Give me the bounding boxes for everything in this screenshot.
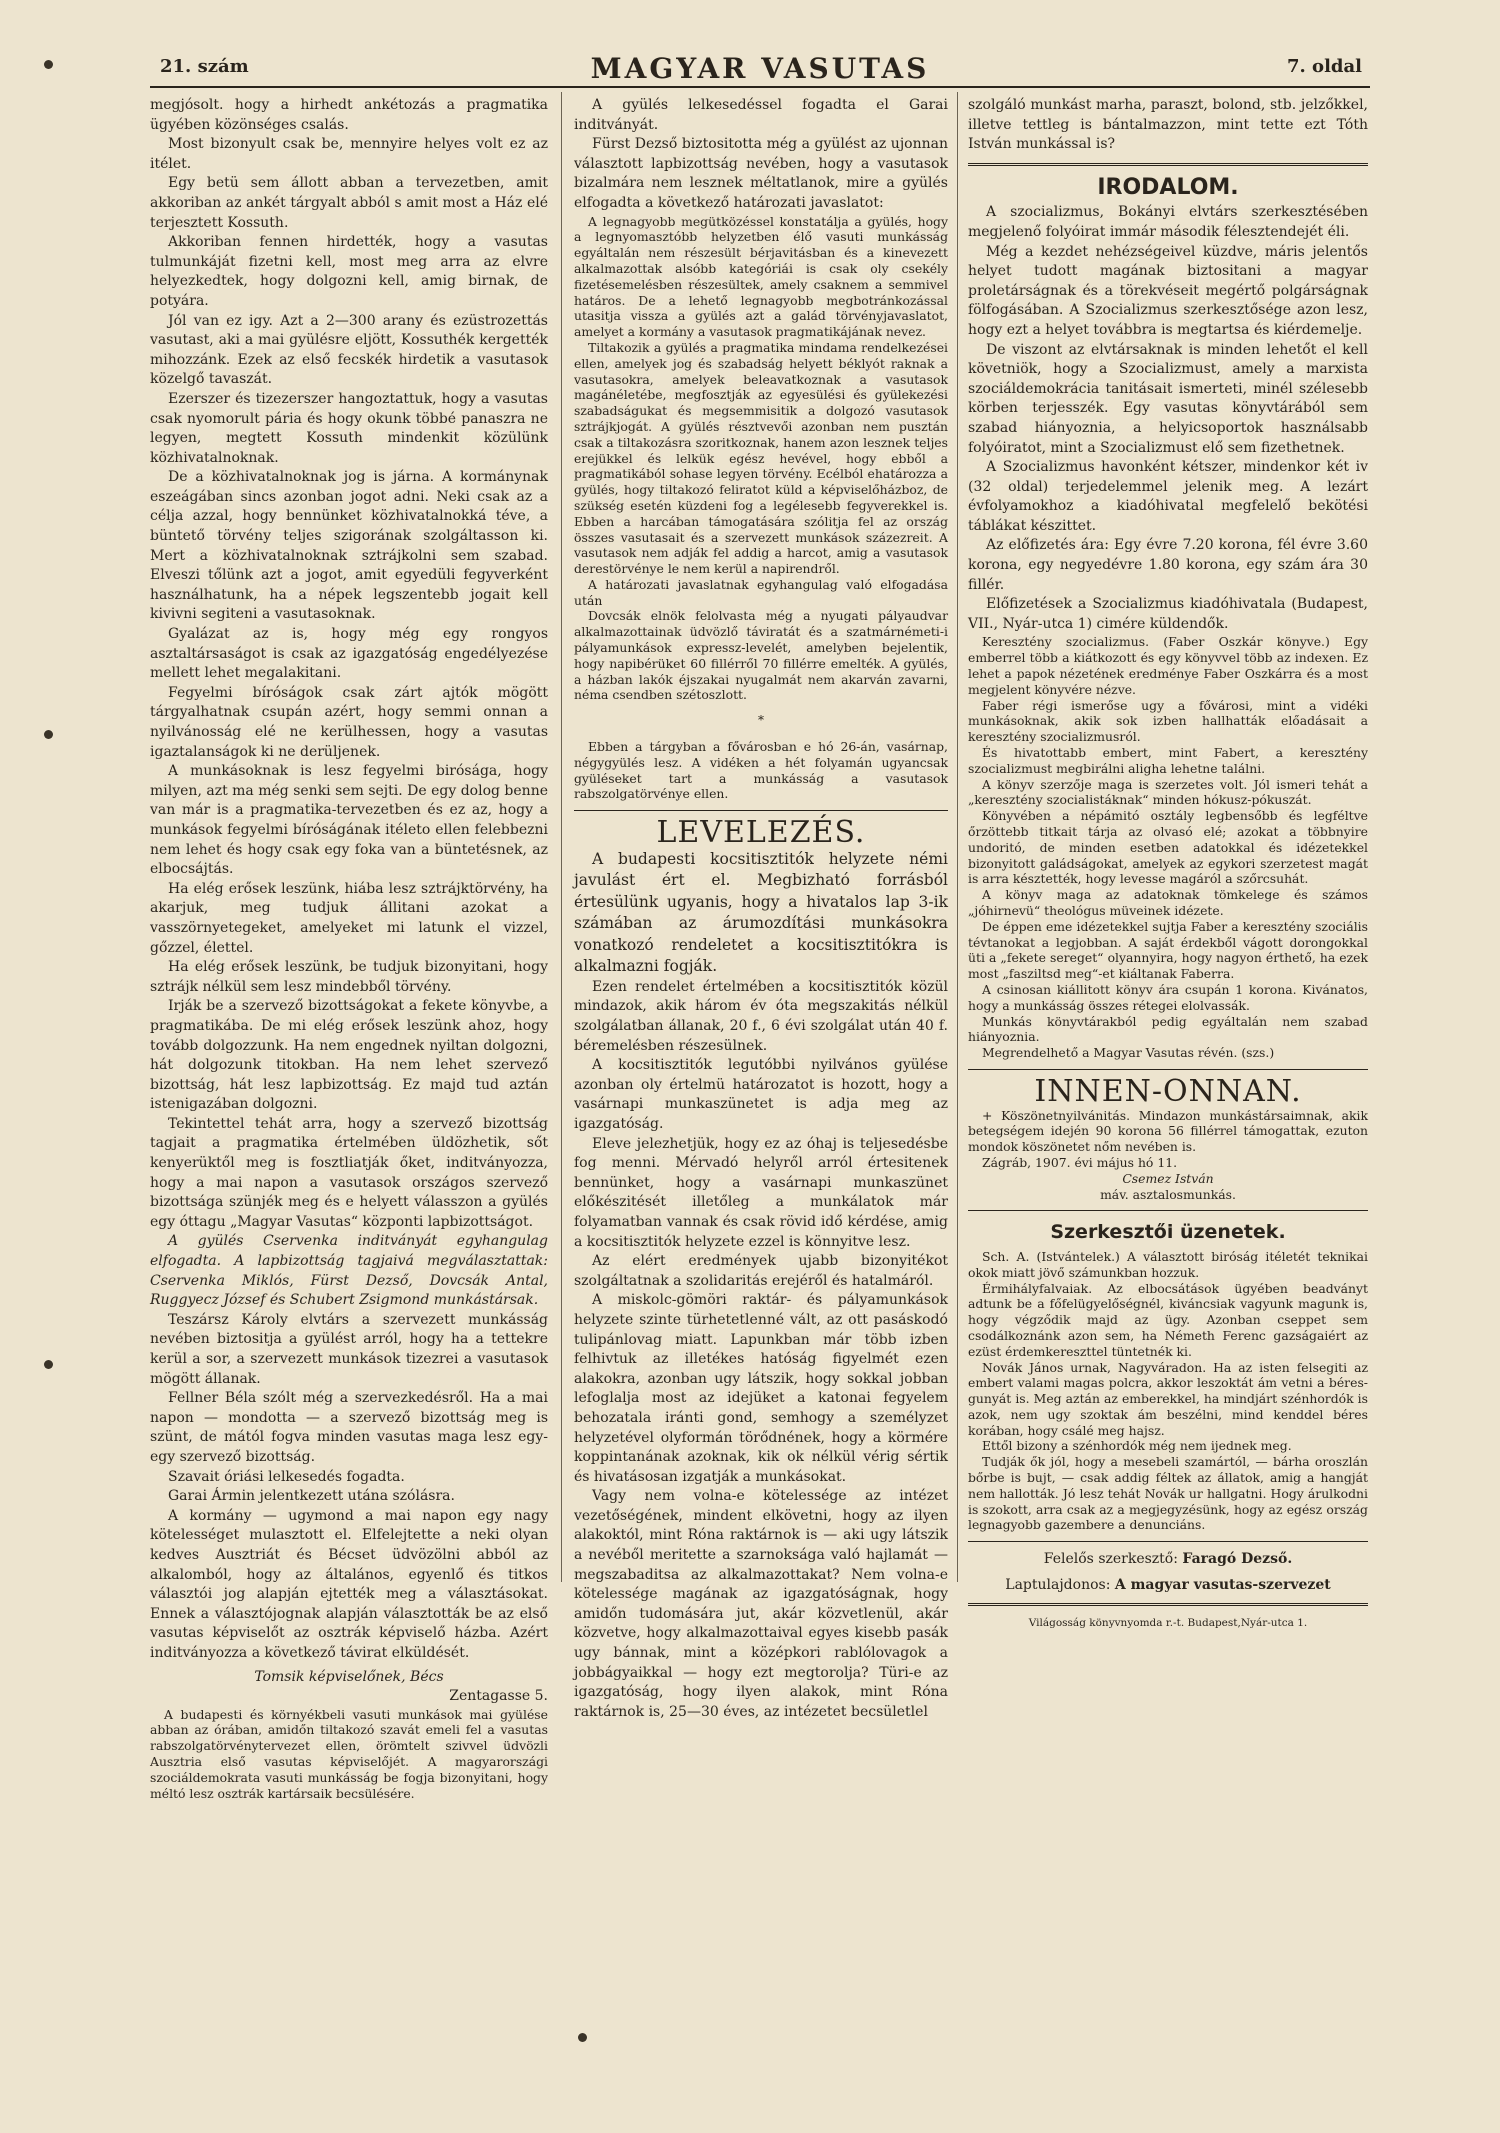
- paragraph: Az előfizetés ára: Egy évre 7.20 korona, fél évre 3.60 korona, egy negyedévre 1.80 korona, egy szám ára 30 fillér.: [968, 537, 1368, 593]
- paragraph: Vagy nem volna-e kötelessége az intézet vezetőségének, mindent elkövetni, hogy az ilyen alakoktól, mint Róna raktárnok is — aki ugy látszik a nevéből meritette a szarnoksága való hajlamát — megszabaditsa az alkalmazottakat? Nem volna-e kötelessége magának az igazgatóságnak, hogy amidőn tudomására jut, akár közvetlenül, akár közvetve, hogy alkalmazottaival egyes kisebb pasák ugy bánnak, mint a középkori rablólovagok a jobbágyaikkal — hogy ezt megtorolja? Türi-e az igazgatóság, hogy ilyen alakok, mint Róna raktárnok is, 25—30 éves, az intézetet becsületlel: [574, 1488, 948, 1720]
- paragraph: Ebben a tárgyban a fővárosban e hó 26-án, vasárnap, négygyülés lesz. A vidéken a hét folyamán ugyancsak gyüléseket tart a munkásság a vasutasok rabszolgatörvénye ellen.: [574, 739, 948, 802]
- uzenetek-heading: Szerkesztői üzenetek.: [1050, 1221, 1286, 1244]
- paragraph: Teszársz Károly elvtárs a szervezett munkásság nevében biztositja a gyülést arról, hogy ha a tettekre kerül a sor, a szervezett munkások tizezrei a vasutasok mögött állanak.: [150, 1311, 548, 1387]
- paragraph: Fegyelmi bíróságok csak zárt ajtók mögött tárgyalhatnak csupán azért, hogy semmi onnan a nyilvánosság elé ne kerülhessen, hogy a vasutas igaztalanságok ki ne derüljenek.: [150, 684, 548, 760]
- page-number: 7. oldal: [1287, 56, 1362, 77]
- review-paragraph: A könyv szerzője maga is szerzetes volt. Jól ismeri tehát a „keresztény szocialistáknak“ minden hókusz-pókuszát.: [968, 776, 1368, 808]
- paragraph: Az elért eredmények ujabb bizonyitékot szolgáltatnak a szolidaritás erejéről és hatalmáról.: [574, 1253, 948, 1289]
- review-paragraph: De éppen eme idézetekkel sujtja Faber a keresztény szociális tévtanokat a legjobban. A saját érdekből vágott dorongokkal üti a „fekete sereget“ olyannyira, hogy nagyon érthető, ha ezek most „fasziltsd meg“-et kiáltanak Faberra.: [968, 918, 1368, 982]
- resolution-paragraph: A legnagyobb megütközéssel konstatálja a gyülés, hogy a legnyomasztóbb helyzetben élő vasuti munkásság egyáltalán nem részesült bérjavitásban és a kinevezett alkalmazottak alsóbb kategóriái is csak oly csekély fizetésemelésben részesültek, amely csaknem a semmivel határos. De a lehető legnagyobb megbotránkozással utasitja vissza a gyülés azt a galád törvényjavaslatot, amelyet a kormány a vasutasok pragmatikájának nevez.: [574, 213, 948, 340]
- notice-text: + Köszönetnyilvánitás. Mindazon munkástársaimnak, akik betegségem idején 90 korona 56 fillérrel támogattak, ezuton mondok köszönetet nőm nevében is.: [968, 1107, 1368, 1155]
- column-1: [150, 96, 548, 1801]
- column-divider: [561, 92, 562, 1582]
- margin-mark: [578, 2033, 587, 2042]
- margin-mark: [44, 60, 53, 69]
- review-paragraph: Faber régi ismerőse ugy a fővárosi, mint a vidéki munkásoknak, akik sok izben hallhatták előadásait a keresztény szocializmusról.: [968, 697, 1368, 745]
- review-paragraph: Megrendelhető a Magyar Vasutas révén. (szs.): [982, 1045, 1275, 1061]
- review-paragraph: Könyvében a népámitó osztály legbensőbb és legféltve őrzöttebb titkait tárja az olvasó elé; azokat a többnyire undoritó, de minden esetben adatokkal és idézetekkel bizonyitott galádságokat, amelyek az egykori szerzetest magát is arra késztették, hogy levesse magáról a szőrcsuhát.: [968, 808, 1368, 887]
- review-paragraph: És hivatottabb embert, mint Fabert, a keresztény szocializmust megbirálni aligha lehetne találni.: [968, 745, 1368, 776]
- notice-signature: Csemez István: [1122, 1170, 1214, 1186]
- paragraph: A kormány — ugymond a mai napon egy nagy kötelességet mulasztott el. Elfelejtette a neki olyan kedves Ausztriát és Bécset üdvözölni abból az alkalomból, hogy az általános, egyenlő és titkos választói jog alapján ejtették meg a választásokat. Ennek a választójognak alapján választották be az első vasutas képviselőt az osztrák képviselő házba. Azért inditványozza a következő távirat elküldését.: [150, 1507, 548, 1661]
- paragraph: Előfizetések a Szocializmus kiadóhivatala (Budapest, VII., Nyár-utca 1) cimére küldendők.: [968, 596, 1368, 632]
- message-item: Érmihályfalvaiak. Az elbocsátások ügyében beadványt adtunk be a főfelügyelőségnél, kiváncsiak vagyunk magunk is, hogy végződik majd az ügy. Azonban cseppet sem csodálkoznánk azon sem, ha Németh Ferenc gazságaiért az ezüst érdemkereszttel tüntetnék ki.: [968, 1280, 1368, 1359]
- paragraph: Szavait óriási lelkesedés fogadta.: [168, 1468, 405, 1485]
- review-paragraph: A csinosan kiállitott könyv ára csupán 1 korona. Kivánatos, hogy a munkásság összes rétegei elolvassák.: [968, 981, 1368, 1013]
- paragraph: De viszont az elvtársaknak is minden lehetőt el kell követniök, hogy a Szocializmust, amely a marxista szociáldemokrácia tanitásait ismerteti, minél szélesebb körben terjesszék. Egy vasutas könyvtárából sem szabad hiányoznia, a helyicsoportok használsabb folyóiratot, mint a Szocializmust elő sem fizethetnek.: [968, 341, 1368, 456]
- margin-mark: [44, 730, 53, 739]
- editor-line: [968, 1550, 1368, 1570]
- paragraph: A kocsitisztitók legutóbbi nyilvános gyülése azonban oly értelmü határozatot is hozott, hogy a vasárnapi munkaszünetet is adja meg az igazgatóság.: [574, 1057, 948, 1132]
- paragraph: Ezerszer és tizezerszer hangoztattuk, hogy a vasutas csak nyomorult pária és hogy okunk többé panaszra ne legyen, megtett Kossuth mindenkit közülünk közhivatalnoknak.: [150, 390, 548, 466]
- section-rule: [574, 810, 948, 811]
- paragraph: Egy betü sem állott abban a tervezetben, amit akkoriban az ankét tárgyalt abból s amit most a Ház elé terjesztett Kossuth.: [150, 175, 548, 231]
- paragraph: Jól van ez igy. Azt a 2—300 arany és ezüstrozettás vasutast, aki a mai gyülésre eljött, Kossuthék kergették mihozzánk. Ezek az első fecskék hirdetik a vasutasok közelgő tavaszát.: [150, 312, 548, 388]
- editor-label: Felelős szerkesztő:: [1043, 1551, 1178, 1568]
- telegram-street: Zentagasse 5.: [449, 1688, 548, 1705]
- message-item: Sch. A. (Istvántelek.) A választott biróság itéletét teknikai okok miatt jövő számunkban hozzuk.: [968, 1248, 1368, 1280]
- paragraph: A gyülés lelkesedéssel fogadta el Garai inditványát.: [574, 97, 948, 133]
- owner-label: Laptulajdonos:: [1005, 1576, 1111, 1593]
- levelezes-heading: LEVELEZÉS.: [656, 815, 866, 851]
- paragraph: Ha elég erősek leszünk, hiába lesz sztrájktörvény, ha akarjuk, meg tudjuk állitani azokat a vasszörnyetegeket, amelyeket mi latunk el vizzel, gőzzel, élettel.: [150, 880, 548, 956]
- paragraph: Akkoriban fennen hirdették, hogy a vasutas tulmunkáját fizetni kell, most meg arra az elvre helyezkedtek, hogy dolgozni kell, amig birnak, de potyára.: [150, 234, 548, 309]
- review-paragraph: Munkás könyvtárakból pedig egyáltalán nem szabad hiányoznia.: [968, 1013, 1368, 1045]
- paragraph: Fellner Béla szólt még a szervezkedésről. Ha a mai napon — mondotta — a szervező bizottság meg is szünt, de mától fogva minden vasutas maga lesz egy-egy szervező bizottság.: [150, 1390, 548, 1465]
- issue-number: 21. szám: [160, 56, 249, 77]
- editor-name: Faragó Dezső.: [1182, 1551, 1293, 1568]
- paragraph: Most bizonyult csak be, mennyire helyes volt ez az itélet.: [150, 136, 548, 172]
- telegram-text: A budapesti és környékbeli vasuti munkások mai gyülése abban az órában, amidőn tiltakozó szavát emeli fel a vasutas rabszolgatörvénytervezet ellen, örömtelt szivvel üdvözli Ausztria első vasutas képviselőjét. A magyarországi szociáldemokrata vasuti munkásság be fogja bizonyitani, hogy méltó lesz osztrák kartársaik becsülésére.: [150, 1706, 548, 1801]
- column-divider: [957, 92, 958, 1582]
- printer-imprint: Világosság könyvnyomda r.-t. Budapest,Nyár-utca 1.: [1028, 1617, 1308, 1630]
- owner-line: [968, 1576, 1368, 1596]
- message-item: Ettől bizony a szénhordók még nem ijednek meg.: [982, 1438, 1292, 1454]
- masthead-title: MAGYAR VASUTAS: [590, 52, 930, 85]
- notice-role: máv. asztalosmunkás.: [1100, 1186, 1236, 1202]
- telegram-addressee: Tomsik képviselőnek, Bécs: [254, 1668, 444, 1685]
- message-item: Tudják ők jól, hogy a mesebeli szamártól, — bárha oroszlán bőrbe is bujt, — csak addig féltek az állatok, amig a hangját nem hallották. Jó lesz tehát Novák ur hallgatni. Hogy árulkodni is szokott, arra csak az a megjegyzésünk, hogy az egész ország legnagyobb gazembere a denunciáns.: [968, 1454, 1368, 1533]
- notice-date: Zágráb, 1907. évi május hó 11.: [982, 1154, 1178, 1170]
- resolution-paragraph: Dovcsák elnök felolvasta még a nyugati pályaudvar alkalmazottainak üdvözlő táviratát és a szatmárnémeti-i pályamunkások expressz-levelét, amelyben bejelentik, hogy napibérüket 60 fillérről 70 fillérre emelték. A gyülés, a házban lakók éjszakai nyugalmát nem akarván zavarni, néma csendben szétoszlott.: [574, 608, 948, 703]
- resolution-paragraph: A határozati javaslatnak egyhangulag való elfogadása után: [574, 576, 948, 608]
- resolution-paragraph: Tiltakozik a gyülés a pragmatika mindama rendelkezései ellen, amelyek jog és szabadság helyett béklyót raknak a vasutasokra, amelyek beleavatkoznak a vasutasok magánéletébe, megfosztják az egyesülési és gyülekezési szabadságukat és megsemmisitik a dolgozó vasutasok sztrájkjogát. A gyülés résztvevői azonban nem pusztán csak a tiltakozásra szoritkoznak, hanem azon lesznek teljes erejükkel és lelkük egész hevével, hogy ebből a pragmatikából sohase legyen törvény. Ecélból ehatározza a gyülés, hogy tiltakozó feliratot küld a képviselőházboz, de szükség esetén küzdeni fog a legélesebb fegyverekkel is. Ebben a harcában támogatására szólitja fel az ország összes vasutasait és a szervezett munkások százezreit. A vasutasok nem adják fel addig a harcot, amig a vasutasok derestörvénye le nem kerül a napirendről.: [574, 339, 948, 577]
- paragraph: Eleve jelezhetjük, hogy ez az óhaj is teljesedésbe fog menni. Mérvadó helyről arról értesitenek bennünket, hogy a vasárnapi munkaszünet előkészitését illetőleg a munkálatok már folyamatban vannak és csak rövid idő kérdése, amig a kocsitisztitók helyzete ezzel is könnyitve lesz.: [574, 1135, 948, 1250]
- section-rule: [968, 163, 1368, 166]
- paragraph: A gyülés Cservenka inditványát egyhangulag elfogadta. A lapbizottság tagjaivá megválasztattak: Cservenka Miklós, Fürst Dezső, Dovcsák Antal, Ruggyecz József és Schubert Zsigmond munkástársak.: [150, 1233, 548, 1309]
- paragraph: Ezen rendelet értelmében a kocsitisztitók közül mindazok, akik három év óta megszakitás nélkül szolgálatban állanak, 20 f., 6 évi szolgálat után 40 f. béremelésben részesülnek.: [574, 978, 948, 1054]
- paragraph: Gyalázat az is, hogy még egy rongyos asztaltársaságot is csak az igazgatóság engedélyezése mellett lehet megalakitani.: [150, 626, 548, 682]
- paragraph: A munkásoknak is lesz fegyelmi birósága, hogy milyen, azt ma még senki sem sejti. De egy dolog benne van már is a pragmatika-tervezetben és ez az, hogy a munkások fegyelmi bíróságának itéleto ellen felebbezni nem lehet és hogy csak egy foka van a büntetésnek, az elbocsájtás.: [150, 763, 548, 878]
- paragraph: Ha elég erősek leszünk, be tudjuk bizonyitani, hogy sztrájk nélkül sem lesz mindebből törvény.: [150, 959, 548, 995]
- section-rule: [968, 1603, 1368, 1606]
- paragraph: A miskolc-gömöri raktár- és pályamunkások helyzete szinte türhetetlenné vált, az ott pasáskodó tulipánlovag miatt. Lapunkban már több izben felhivtuk az illetékes hatóság figyelmét ezen alakokra, azonban ugy látszik, hogy sokkal jobban lefoglalja most az idejüket a katonai fegyelem behozatala iránti gond, semhogy a személyzet helyzetével olyformán törődnének, hogy a körmére koppintanának azoknak, kik ok nélkül vérig sértik és hivatásosan izgatják a munkásokat.: [574, 1292, 948, 1485]
- review-paragraph: A könyv maga az adatoknak tömkelege és számos „jóhirnevü“ theológus müveinek idézete.: [968, 887, 1368, 918]
- paragraph: Garai Ármin jelentkezett utána szólásra.: [168, 1488, 455, 1505]
- paragraph: A Szocializmus havonként kétszer, mindenkor két iv (32 oldal) terjedelemmel jelenik meg. A lezárt évfolyamokhoz a kiadóhivatal megfelelő bekötési táblákat készittet.: [968, 459, 1368, 534]
- paragraph: Tekintettel tehát arra, hogy a szervező bizottság tagjait a pragmatika értelmében üldözhetik, sőt kenyerüktől meg is fosztliatják őket, inditványozza, hogy a mai napon a vasutasok országos szervező bizottsága szünjék meg és e helyett válasszon a gyülés egy óttagu „Magyar Vasutas“ központi lapbizottságot.: [150, 1115, 548, 1230]
- irodalom-heading: IRODALOM.: [1097, 174, 1239, 200]
- paragraph: Még a kezdet nehézségeivel küzdve, máris jelentős helyet tudott magának biztositani a magyar proletárságnak és a törekvéseit megértő polgárságnak fölfogásában. A Szocializmus szerkesztősége azon lesz, hogy ezt a helyet továbbra is megtartsa és kiérdemelje.: [968, 243, 1368, 338]
- owner-name: A magyar vasutas-szervezet: [1114, 1576, 1331, 1593]
- paragraph: De a közhivatalnoknak jog is járna. A kormánynak eszeágában sincs azonban jogot adni. Neki csak az a célja azzal, hogy bennünket közhivatalnokká téve, a büntető törvény teljes szigorának szolgáltasson ki. Mert a közhivatalnoknak sztrájkolni sem szabad. Elveszi tőlünk azt a jogot, amit egyedüli fegyverként használhatunk, ha a népek legszentebb jogait kell kivivni segiteni a vasutasoknak.: [150, 469, 548, 623]
- section-rule: [968, 1069, 1368, 1070]
- paragraph: megjósolt. hogy a hirhedt ankétozás a pragmatika ügyében közönséges csalás.: [150, 97, 548, 133]
- paragraph: A szocializmus, Bokányi elvtárs szerkesztésében megjelenő folyóirat immár második félesztendejét éli.: [968, 204, 1368, 240]
- section-rule: [968, 1541, 1368, 1542]
- review-paragraph: Keresztény szocializmus. (Faber Oszkár könyve.) Egy emberrel több a kiátkozott és egy könyvvel több az indexen. Ez lehet a papok nézetének eredménye Faber Oszkárra és a most megjelent könyvére nézve.: [968, 634, 1368, 697]
- paragraph: Irják be a szervező bizottságokat a fekete könyvbe, a pragmatikába. De mi elég erősek leszünk ahoz, hogy tovább dolgozzunk. Ha nem engednek nyiltan dolgozni, hát dolgozunk titokban. Ha nem lehet szervező bizottság, hát lesz lapbizottság. Ez majd tud aztán istenigazában dolgozni.: [150, 998, 548, 1113]
- paragraph: Fürst Dezső biztositotta még a gyülést az ujonnan választott lapbizottság nevében, hogy a vasutasok bizalmára nem lesznek méltatlanok, mire a gyülés elfogadta a következő határozati javaslatot:: [574, 136, 948, 211]
- innen-onnan-heading: INNEN-ONNAN.: [1034, 1073, 1302, 1109]
- separator-star: *: [758, 713, 764, 728]
- section-rule: [968, 1210, 1368, 1211]
- column-2: [574, 96, 948, 1722]
- paragraph: szolgáló munkást marha, paraszt, bolond, stb. jelzőkkel, illetve tettleg is bántalmazzon, mint tette ezt Tóth István munkással is?: [968, 97, 1368, 153]
- levelezes-lead: A budapesti kocsitisztitók helyzete némi javulást ért el. Megbizható forrásból értesülünk ugyanis, hogy a hivatalos lap 3-ik számában az árumozdítási munkásokra vonatkozó rendeletet a kocsitisztitókra is alkalmazni fogják.: [574, 849, 948, 976]
- column-3: [968, 96, 1368, 1634]
- margin-mark: [44, 1360, 53, 1369]
- page-header: [150, 52, 1370, 88]
- message-item: Novák János urnak, Nagyváradon. Ha az isten felsegiti az embert valami magas polcra, akkor leszoktát ám vetni a béres-gunyát is. Meg aztán az emberekkel, ha mindjárt szénhordók is azok, nem ugy szoktak ám beszélni, mind kenddel béres korában, hogy csálé meg hajsz.: [968, 1359, 1368, 1438]
